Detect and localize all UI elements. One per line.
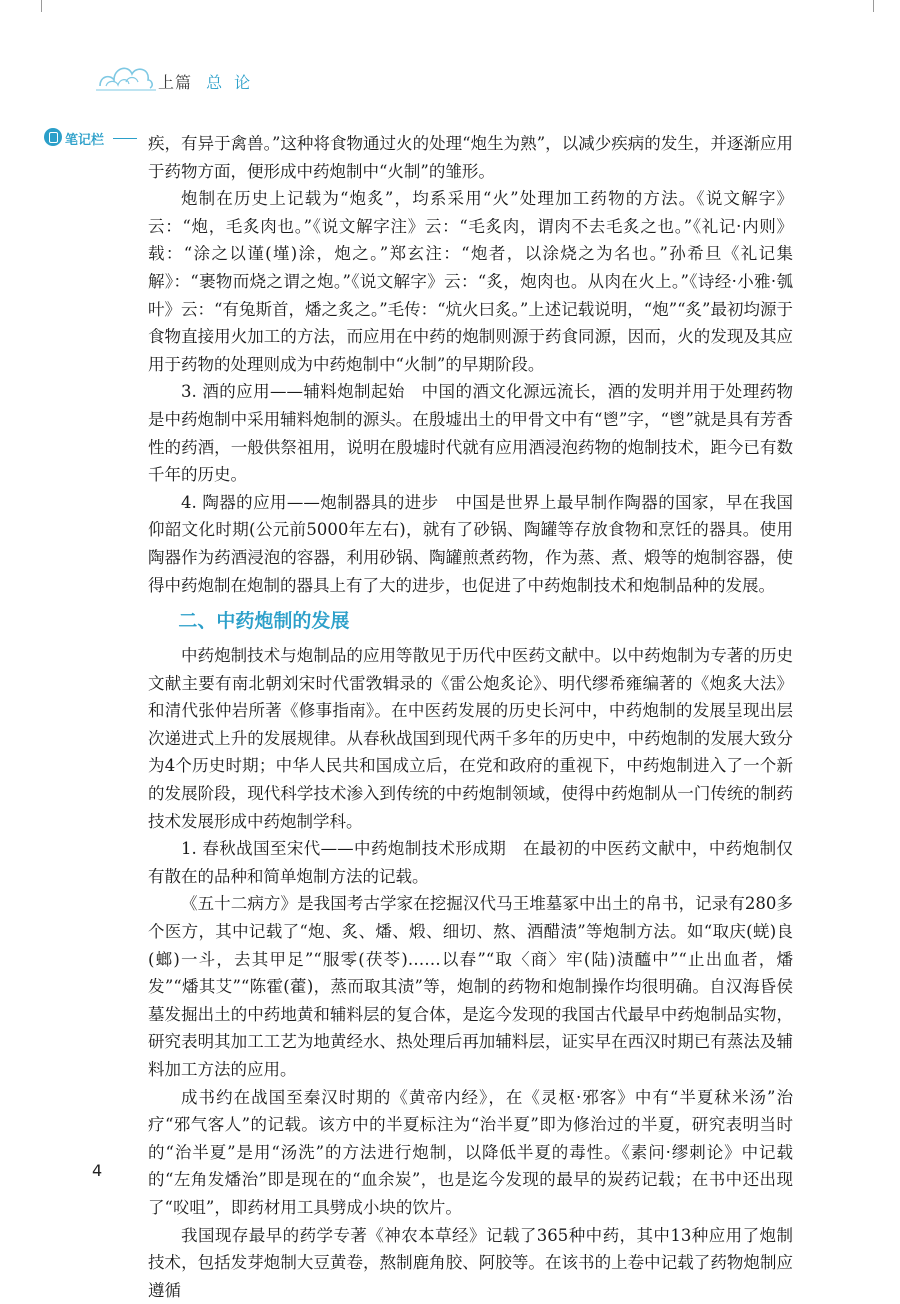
paragraph-4: 4. 陶器的应用——炮制器具的进步 中国是世界上最早制作陶器的国家，早在我国仰韶文化时期(公元前5000年左右)，就有了砂锅、陶罐等存放食物和烹饪的器具。使用陶器作为药酒浸泡的容器，利用砂锅、陶罐煎煮药物，作为蒸、煮、煅等的炮制容器，使得中药炮制在炮制的器具上有了大的进步，也促进了中药炮制技术和炮制品种的发展。 bbox=[148, 492, 793, 595]
section-title: 二、中药炮制的发展 bbox=[178, 610, 350, 633]
notes-sidebar bbox=[44, 128, 154, 150]
paragraph-6: 1. 春秋战国至宋代——中药炮制技术形成期 在最初的中医药文献中，中药炮制仅有散在的品种和简单炮制方法的记载。 bbox=[148, 839, 793, 886]
paragraph-7: 《五十二病方》是我国考古学家在挖掘汉代马王堆墓冢中出土的帛书，记录有280多个医方，其中记载了“炮、炙、燔、煅、细切、熬、酒醋渍”等炮制方法。如“取庆(蜣)良(螂)一斗，去其甲足”“服零(茯苓)……以春”“取〈商〉牢(陆)渍醯中”“止出血者，燔发”“燔其艾”“陈霍(藿)，蒸而取其渍”等，炮制的药物和炮制操作均很明确。自汉海昏侯墓发掘出土的中药地黄和辅料层的复合体，是迄今发现的我国古代最早中药炮制品实物，研究表明其加工工艺为地黄经水、热处理后再加辅料层，证实早在西汉时期已有蒸法及辅料加工方法的应用。 bbox=[148, 894, 793, 1079]
notes-label: 笔记栏 bbox=[65, 133, 105, 148]
notes-divider bbox=[113, 138, 137, 139]
header-chapter: 总论 bbox=[206, 73, 263, 92]
crop-mark-right bbox=[873, 0, 884, 12]
pencil-note-icon bbox=[44, 128, 62, 146]
paragraph-9: 我国现存最早的药学专著《神农本草经》记载了365种中药，其中13种应用了炮制技术，包括发芽炮制大豆黄卷，熬制鹿角胶、阿胶等。在该书的上卷中记载了药物炮制应遵循 bbox=[148, 1225, 793, 1300]
paragraph-8: 成书约在战国至秦汉时期的《黄帝内经》，在《灵枢·邪客》中有“半夏秫米汤”治疗“邪气客人”的记载。该方中的半夏标注为“治半夏”即为修治过的半夏，研究表明当时的“治半夏”是用“汤洗”的方法进行炮制，以降低半夏的毒性。《素问·缪刺论》中记载的“左角发燔治”即是现在的“血余炭”，也是迄今发现的最早的炭药记载；在书中还出现了“㕮咀”，即药材用工具劈成小块的饮片。 bbox=[148, 1087, 793, 1217]
paragraph-5: 中药炮制技术与炮制品的应用等散见于历代中医药文献中。以中药炮制为专著的历史文献主要有南北朝刘宋时代雷敩辑录的《雷公炮炙论》、明代缪希雍编著的《炮炙大法》和清代张仲岩所著《修事指南》。在中医药发展的历史长河中，中药炮制的发展呈现出层次递进式上升的发展规律。从春秋战国到现代两千多年的历史中，中药炮制的发展大致分为4个历史时期；中华人民共和国成立后，在党和政府的重视下，中药炮制进入了一个新的发展阶段，现代科学技术渗入到传统的中药炮制领域，使得中药炮制从一门传统的制药技术发展形成中药炮制学科。 bbox=[148, 646, 793, 831]
paragraph-3: 3. 酒的应用——辅料炮制起始 中国的酒文化源远流长，酒的发明并用于处理药物是中药炮制中采用辅料炮制的源头。在殷墟出土的甲骨文中有“鬯”字，“鬯”就是具有芳香性的药酒，一般供祭祖用，说明在殷墟时代就有应用酒浸泡药物的炮制技术，距今已有数千年的历史。 bbox=[148, 382, 793, 485]
crop-mark-left bbox=[31, 0, 42, 12]
running-header bbox=[96, 56, 816, 108]
page-number: 4 bbox=[92, 1161, 103, 1180]
cloud-ornament-icon bbox=[96, 56, 156, 96]
body-text bbox=[148, 130, 793, 1304]
header-part: 上篇 bbox=[158, 73, 193, 92]
paragraph-2: 炮制在历史上记载为“炮炙”，均系采用“火”处理加工药物的方法。《说文解字》云：“炮，毛炙肉也。”《说文解字注》云：“毛炙肉，谓肉不去毛炙之也。”《礼记·内则》载：“涂之以谨(墐)涂，炮之。”郑玄注：“炮者，以涂烧之为名也。”孙希旦《礼记集解》：“裹物而烧之谓之炮。”《说文解字》云：“炙，炮肉也。从肉在火上。”《诗经·小雅·瓠叶》云：“有兔斯首，燔之炙之。”毛传：“炕火曰炙。”上述记载说明，“炮”“炙”最初均源于食物直接用火加工的方法，而应用在中药的炮制则源于药食同源，因而，火的发现及其应用于药物的处理则成为中药炮制中“火制”的早期阶段。 bbox=[148, 189, 793, 374]
paragraph-1: 疾，有异于禽兽。”这种将食物通过火的处理“炮生为熟”，以减少疾病的发生，并逐渐应用于药物方面，便形成中药炮制中“火制”的雏形。 bbox=[148, 134, 793, 181]
